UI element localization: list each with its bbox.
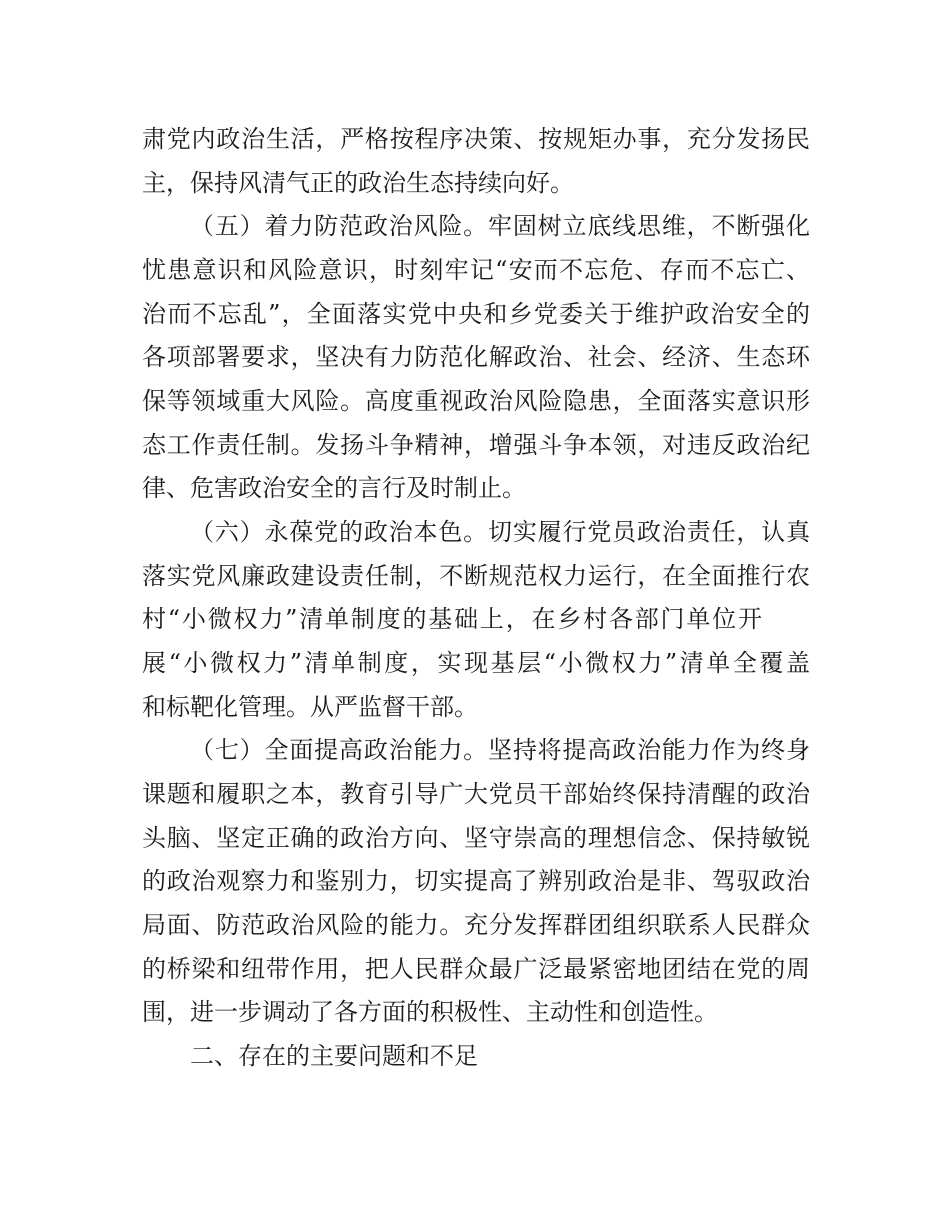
text-line: 治而不忘乱”，全面落实党中央和乡党委关于维护政治安全的 bbox=[142, 300, 810, 328]
text-line: 课题和履职之本，教育引导广大党员干部始终保持清醒的政治 bbox=[142, 780, 810, 808]
text-line: 主，保持风清气正的政治生态持续向好。 bbox=[142, 169, 574, 197]
text-line: 落实党风廉政建设责任制，不断规范权力运行，在全面推行农 bbox=[142, 562, 810, 590]
text-line: 围，进一步调动了各方面的积极性、主动性和创造性。 bbox=[142, 998, 718, 1026]
section-heading-6: （六）永葆党的政治本色。切实履行党员政治责任，认真 bbox=[190, 518, 810, 546]
text-line: 态工作责任制。发扬斗争精神，增强斗争本领，对违反政治纪 bbox=[142, 431, 810, 459]
section-heading-7: （七）全面提高政治能力。坚持将提高政治能力作为终身 bbox=[190, 736, 810, 764]
text-line: 的政治观察力和鉴别力，切实提高了辨别政治是非、驾驭政治 bbox=[142, 867, 810, 895]
text-line: 保等领域重大风险。高度重视政治风险隐患，全面落实意识形 bbox=[142, 387, 810, 415]
text-line: 和标靶化管理。从严监督干部。 bbox=[142, 693, 478, 721]
text-line: 忧患意识和风险意识，时刻牢记“安而不忘危、存而不忘亡、 bbox=[142, 256, 810, 284]
text-line: 头脑、坚定正确的政治方向、坚守崇高的理想信念、保持敏锐 bbox=[142, 824, 810, 852]
text-line: 肃党内政治生活，严格按程序决策、按规矩办事，充分发扬民 bbox=[142, 125, 810, 153]
text-line: 律、危害政治安全的言行及时制止。 bbox=[142, 474, 526, 502]
text-line: 展“小微权力”清单制度，实现基层“小微权力”清单全覆盖 bbox=[142, 649, 810, 677]
text-line: 村“小微权力”清单制度的基础上，在乡村各部门单位开 bbox=[142, 605, 762, 633]
section-heading-2: 二、存在的主要问题和不足 bbox=[190, 1042, 478, 1070]
text-line: 各项部署要求，坚决有力防范化解政治、社会、经济、生态环 bbox=[142, 343, 810, 371]
text-line: 局面、防范政治风险的能力。充分发挥群团组织联系人民群众 bbox=[142, 911, 810, 939]
section-heading-5: （五）着力防范政治风险。牢固树立底线思维，不断强化 bbox=[190, 212, 810, 240]
text-line: 的桥梁和纽带作用，把人民群众最广泛最紧密地团结在党的周 bbox=[142, 955, 810, 983]
